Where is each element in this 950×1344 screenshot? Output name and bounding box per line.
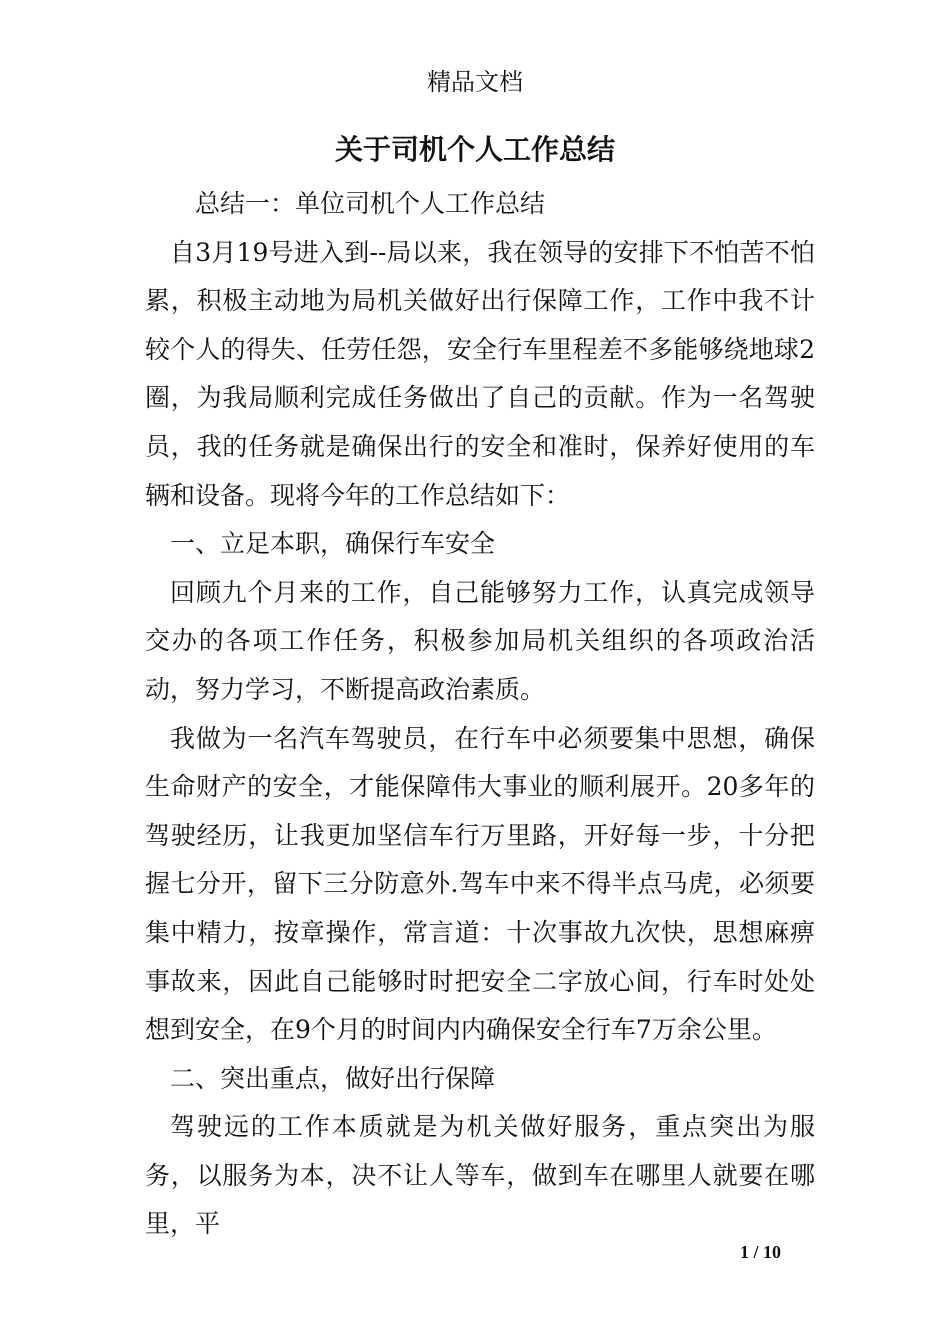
- paragraph-review: 回顾九个月来的工作，自己能够努力工作，认真完成领导交办的各项工作任务，积极参加局机关组织的各项政治活动，努力学习，不断提高政治素质。: [145, 577, 815, 704]
- paragraph-intro: 自3月19号进入到--局以来，我在领导的安排下不怕苦不怕累，积极主动地为局机关做好出行保障工作，工作中我不计较个人的得失、任劳任怨，安全行车里程差不多能够绕地球2圈，为我局顺利完成任务做出了自己的贡献。作为一名驾驶员，我的任务就是确保出行的安全和准时，保养好使用的车辆和设备。现将今年的工作总结如下：: [145, 237, 815, 510]
- paragraph-driving-safety: 我做为一名汽车驾驶员，在行车中必须要集中思想，确保生命财产的安全，才能保障伟大事业的顺利展开。20多年的驾驶经历，让我更加坚信车行万里路，开好每一步，十分把握七分开，留下三分防意外.驾车中来不得半点马虎，必须要集中精力，按章操作，常言道：十次事故九次快，思想麻痹事故来，因此自己能够时时把安全二字放心间，行车时处处想到安全，在9个月的时间内内确保安全行车7万余公里。: [145, 723, 815, 1045]
- page-number: 1 / 10: [740, 1242, 782, 1262]
- document-body: [145, 180, 815, 1249]
- section-heading-1: 一、立足本职，确保行车安全: [170, 529, 496, 559]
- section-heading-2: 二、突出重点，做好出行保障: [170, 1063, 496, 1093]
- paragraph-service: 驾驶远的工作本质就是为机关做好服务，重点突出为服务，以服务为本，决不让人等车，做到车在哪里人就要在哪里，平: [145, 1112, 815, 1239]
- document-header: 精品文档: [427, 68, 523, 96]
- document-title: 关于司机个人工作总结: [334, 133, 615, 166]
- section-subtitle: 总结一：单位司机个人工作总结: [195, 189, 546, 218]
